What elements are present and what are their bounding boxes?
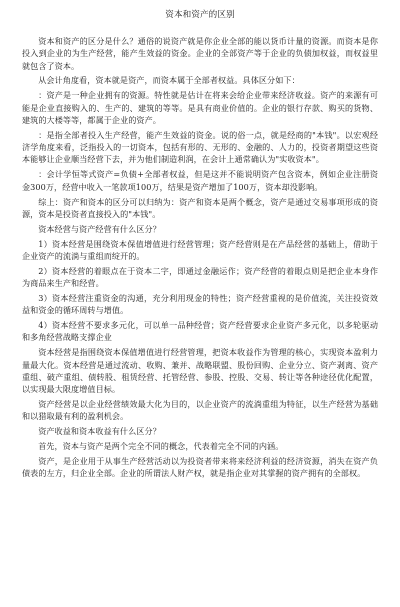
paragraph-capital-definition: ：是指全部者投入生产经营，能产生效益的资金。说的俗一点，就是经商的"本钱"。以宏观经济学角度来看，泛指投入的一切资本，包括有形的、无形的、金融的、人力的，投资者期望这些资本能够让企业顺当经营下去，并为他们制造利润，在会计上通常确认为"实收资本"。 [22, 129, 378, 165]
paragraph-point-1: 1）资本经营是围绕资本保值增值进行经营管理；资产经营则是在产品经营的基础上，借助于企业资产的流淌与重组而绽开的。 [22, 238, 378, 261]
paragraph-point-2: 2）资本经营的着眼点在于资本二字，即通过金融运作；资产经营的着眼点则是把企业本身作为商品来生产和经营。 [22, 265, 378, 289]
paragraph-point-4: 4）资本经营不要求多元化，可以单一品种经营；资产经营要求企业资产多元化，以多轮驱动和多角经营战略支撑企业 [22, 320, 378, 343]
paragraph-point-3: 3）资本经营注重资金的沟通，充分利用现金的特性；资产经营重视的是价值流，关注投资效益和资金的循环周转与增值。 [22, 292, 378, 316]
document-title: 资本和资产的区别 [165, 10, 235, 20]
paragraph-intro: 资本和资产的区分是什么？通俗的说资产就是你企业全部的能以货币计量的资源。而资本是你投入到企业的为生产经营，能产生效益的资金。企业的全部资产等于企业的负债加权益，而权益里就包含了资本。 [22, 36, 378, 71]
paragraph-capital-operation: 资本经营是指围绕资本保值增值进行经营管理，把资本收益作为管理的核心，实现资本盈利力量最大化。资本经营是通过流动、收购、兼并、战略联盟、股份回购、企业分立、资产剥离、资产重组、破产重组、债转股、租赁经营、托管经营、参股、控股、交易、转让等各种途径优化配置，以实现最大限度增值目标。 [22, 347, 378, 395]
paragraph-concepts-differ: 首先，资本与资产是两个完全不同的概念，代表着完全不同的内涵。 [38, 441, 284, 452]
paragraph-asset-ownership: 资产，是企业用于从事生产经营活动以为投资者带来将来经济利益的经济资源，消失在资产负债表的左方，归企业全部。企业的所谓法人财产权，就是指企业对其掌握的资产拥有的全部权。 [22, 456, 378, 479]
paragraph-asset-definition: ：资产是一种企业拥有的资源。特性就是估计在将来会给企业带来经济收益。资产的来源有可能是企业直接购入的、生产的、建筑的等等。是具有商业价值的。企业的银行存款、购买的货物、建筑的大楼等等，都属于企业的资产。 [22, 90, 378, 125]
paragraph-summary: 综上：资产和资本的区分可以归纳为：资产和资本是两个概念，资产是通过交易事项形成的资源，资本是投资者直接投入的"本钱"。 [22, 196, 378, 219]
paragraph-question-operations: 资本经营与资产经营有什么区分？ [38, 223, 161, 234]
paragraph-accounting-equation: ：会计学恒等式资产=负债+全部者权益，但是这并不能说明资产包含资本，例如企业注册资金300万，经营中收入一笔款项100万，结果是资产增加了100万，资本却没影响。 [22, 169, 378, 192]
paragraph-asset-operation: 资产经营是以企业经营绩效最大化为目的，以企业资产的流淌重组为特征，以生产经营为基础和以猎取最有利的盈利机会。 [22, 399, 378, 422]
paragraph-accounting-view: 从会计角度看，资本就是资产，而资本属于全部者权益。具体区分如下： [38, 75, 300, 86]
paragraph-question-returns: 资产收益和资本收益有什么区分？ [38, 426, 161, 437]
